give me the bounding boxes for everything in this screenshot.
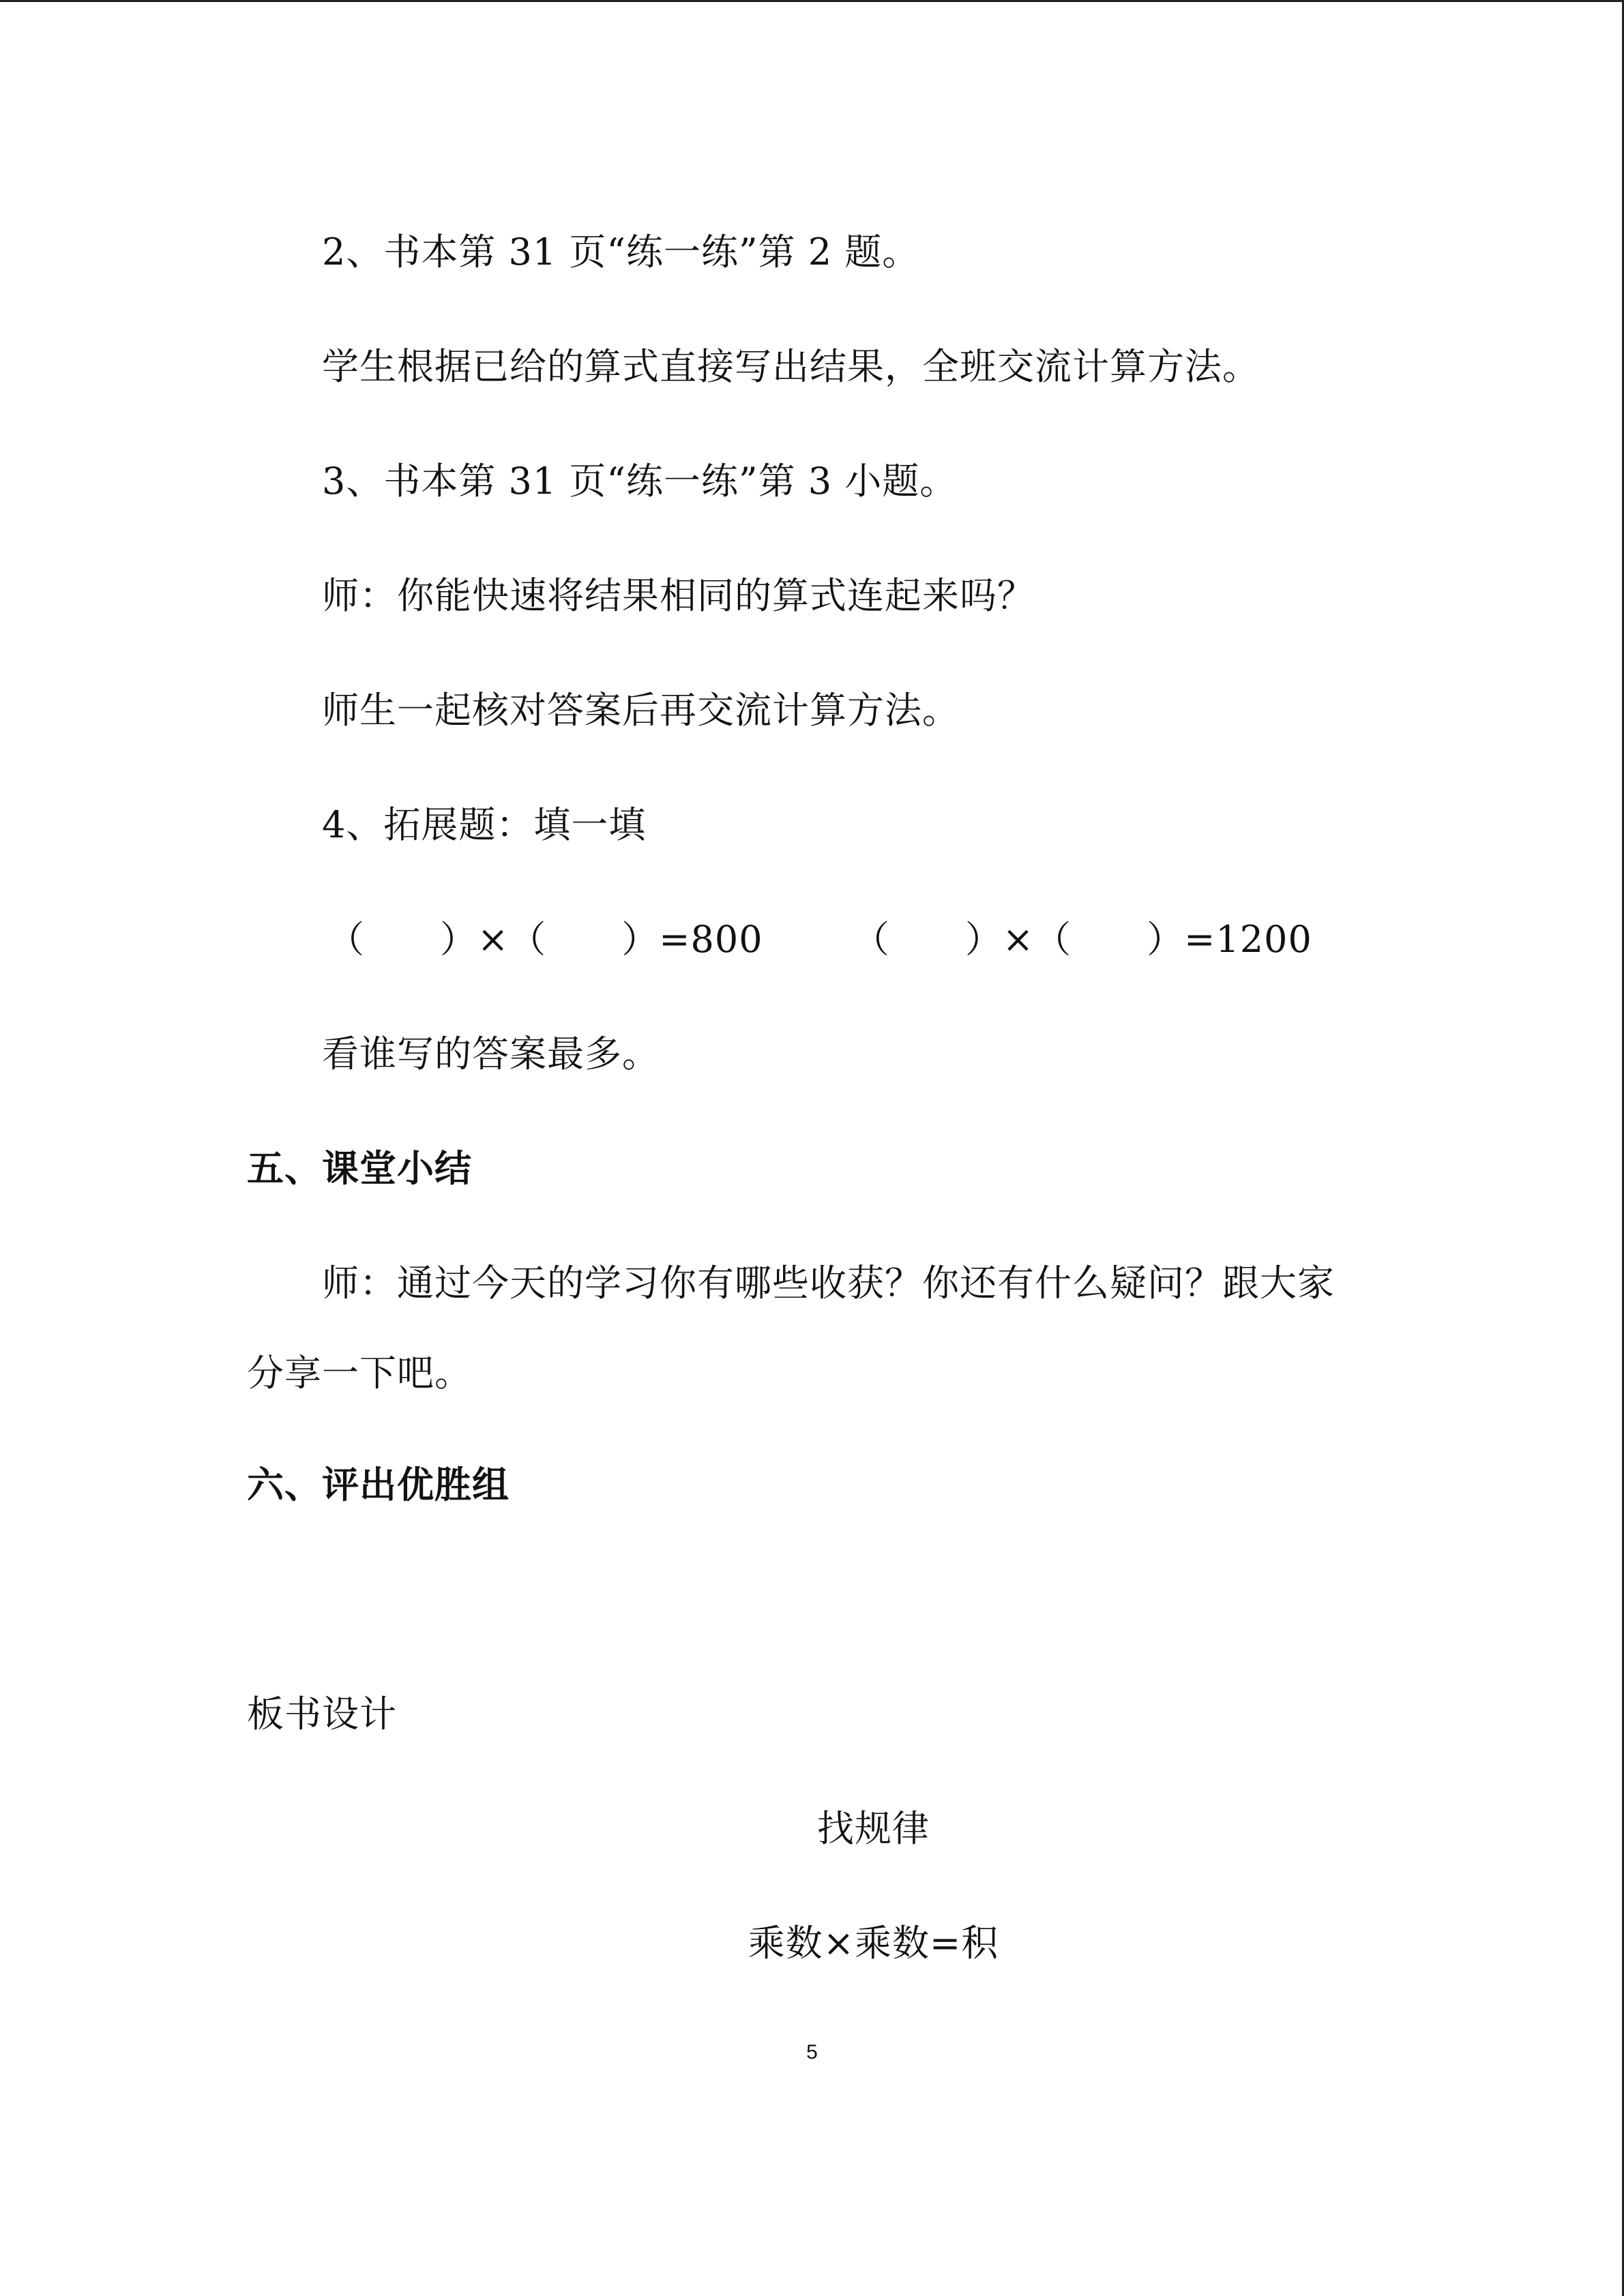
extension-exercise-line: 4、拓展题：填一填 [322, 803, 647, 846]
section-5-paragraph-line-1: 师：通过今天的学习你有哪些收获？你还有什么疑问？跟大家 [322, 1262, 1335, 1304]
section-5-paragraph-line-2: 分享一下吧。 [247, 1352, 472, 1395]
board-title: 找规律 [817, 1807, 930, 1850]
section-5-heading: 五、课堂小结 [247, 1147, 472, 1190]
section-6-heading: 六、评出优胜组 [247, 1463, 510, 1506]
board-design-label: 板书设计 [247, 1693, 397, 1735]
teacher-question: 师：你能快速将结果相同的算式连起来吗？ [322, 574, 1035, 617]
page-number: 5 [806, 2041, 818, 2063]
exercise-3-line: 3、书本第 31 页“练一练”第 3 小题。 [322, 460, 958, 503]
who-writes-most-line: 看谁写的答案最多。 [322, 1032, 660, 1075]
fill-in-row [327, 915, 1312, 964]
check-answers-line: 师生一起核对答案后再交流计算方法。 [322, 689, 960, 732]
exercise-2-instruction: 学生根据已给的算式直接写出结果，全班交流计算方法。 [322, 345, 1260, 388]
fill-in-equation-1200: （ ）×（ ）=1200 [852, 918, 1312, 961]
exercise-2-line: 2、书本第 31 页“练一练”第 2 题。 [322, 230, 920, 273]
fill-in-equation-800: （ ）×（ ）=800 [327, 918, 763, 961]
board-formula: 乘数×乘数=积 [748, 1922, 999, 1965]
page-top-border [0, 0, 1624, 2]
